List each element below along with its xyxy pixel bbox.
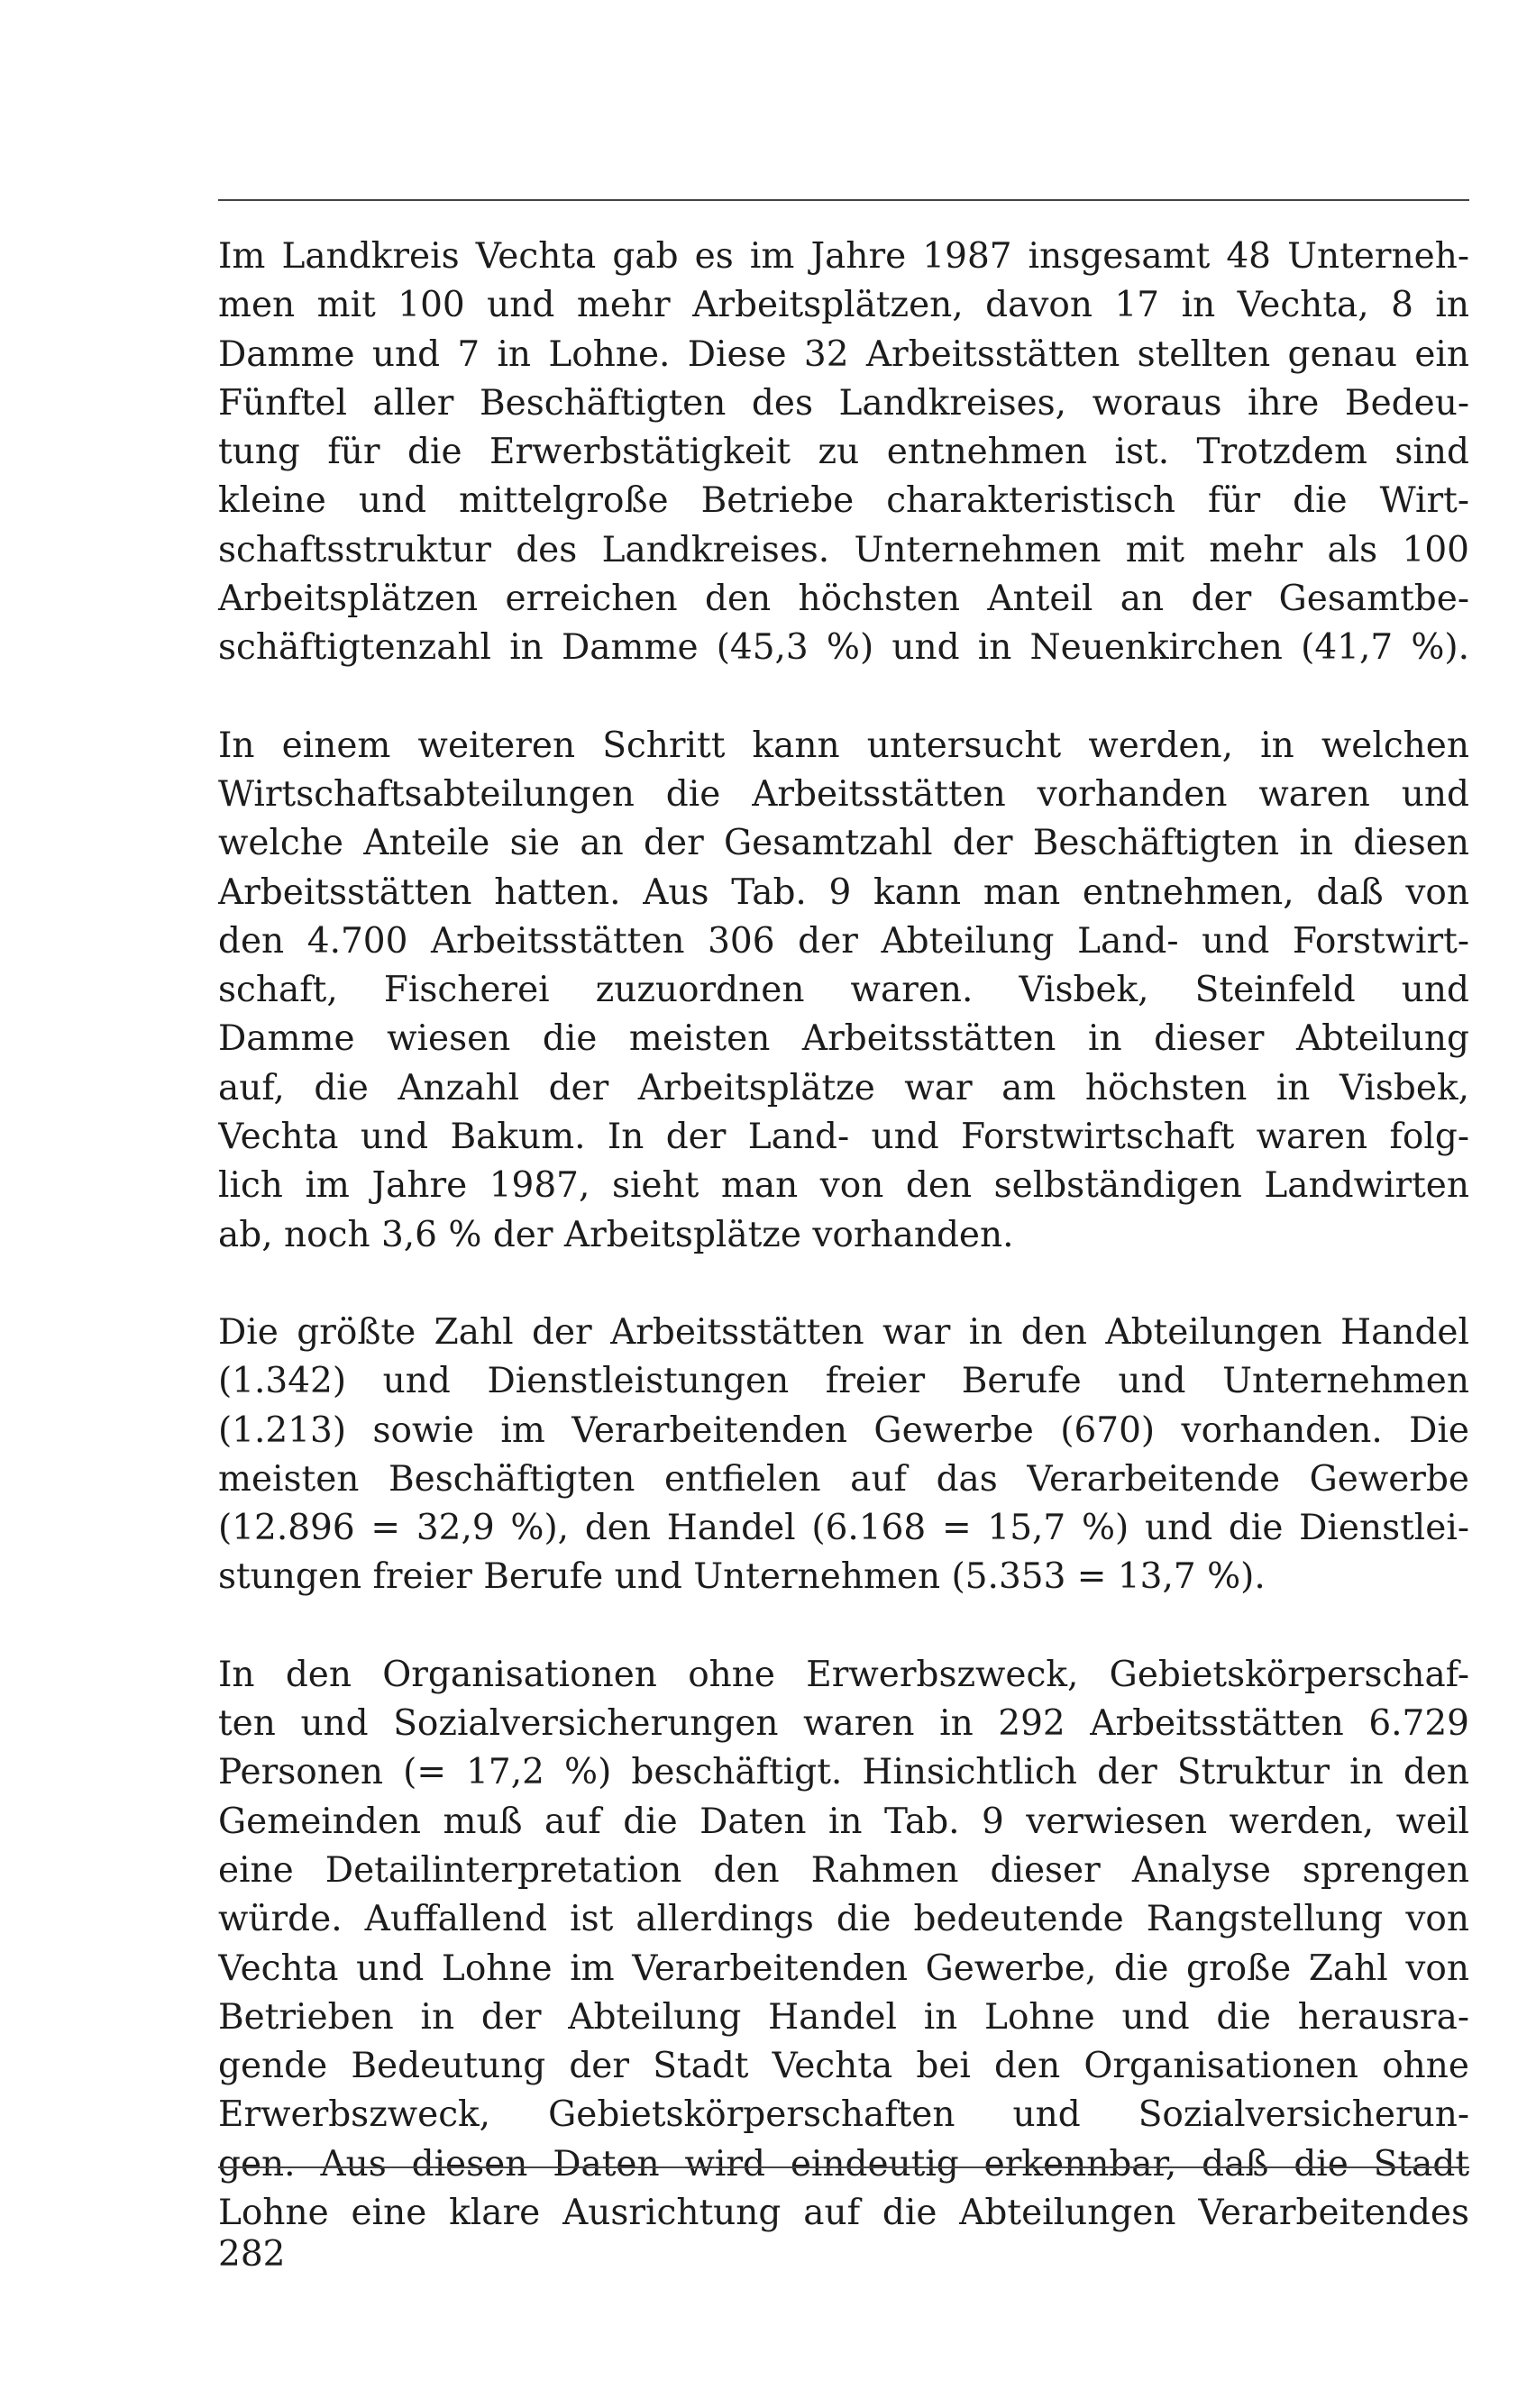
- text-line: Im Landkreis Vechta gab es im Jahre 1987 insgesamt 48 Unterneh-: [218, 236, 1469, 277]
- text-line: men mit 100 und mehr Arbeitsplätzen, davon 17 in Vechta, 8 in: [218, 285, 1469, 326]
- text-line: (12.896 = 32,9 %), den Handel (6.168 = 15,7 %) und die Dienstlei-: [218, 1508, 1469, 1549]
- text-line: Vechta und Bakum. In der Land- und Forstwirtschaft waren folg-: [218, 1117, 1469, 1158]
- text-line: ten und Sozialversicherungen waren in 292 Arbeitsstätten 6.729: [218, 1703, 1469, 1745]
- paragraph-3: [218, 1309, 1469, 1602]
- text-line: den 4.700 Arbeitsstätten 306 der Abteilung Land- und Forstwirt-: [218, 920, 1469, 962]
- text-line: Personen (= 17,2 %) beschäftigt. Hinsichtlich der Struktur in den: [218, 1752, 1469, 1793]
- text-line: stungen freier Berufe und Unternehmen (5.353 = 13,7 %).: [218, 1556, 1266, 1598]
- text-line: eine Detailinterpretation den Rahmen dieser Analyse sprengen: [218, 1849, 1469, 1891]
- page-number: 282: [218, 2234, 286, 2275]
- text-line: (1.342) und Dienstleistungen freier Berufe und Unternehmen: [218, 1361, 1469, 1402]
- text-line: In den Organisationen ohne Erwerbszweck, Gebietskörperschaf-: [218, 1654, 1469, 1695]
- text-line: Wirtschaftsabteilungen die Arbeitsstätten vorhanden waren und: [218, 773, 1469, 815]
- top-rule: [218, 199, 1469, 201]
- text-line: Arbeitsstätten hatten. Aus Tab. 9 kann man entnehmen, daß von: [218, 871, 1469, 913]
- text-line: lich im Jahre 1987, sieht man von den selbständigen Landwirten: [218, 1165, 1469, 1207]
- text-line: Fünftel aller Beschäftigten des Landkreises, woraus ihre Bedeu-: [218, 382, 1469, 424]
- text-line: gen. Aus diesen Daten wird eindeutig erkennbar, daß die Stadt: [218, 2143, 1469, 2185]
- paragraph-4: [218, 1651, 1469, 2239]
- text-line: meisten Beschäftigten entfielen auf das Verarbeitende Gewerbe: [218, 1458, 1469, 1500]
- text-line: Erwerbszweck, Gebietskörperschaften und Sozialversicherun-: [218, 2094, 1469, 2136]
- text-line: kleine und mittelgroße Betriebe charakteristisch für die Wirt-: [218, 480, 1469, 522]
- text-line: Lohne eine klare Ausrichtung auf die Abteilungen Verarbeitendes: [218, 2192, 1469, 2233]
- text-line: Betrieben in der Abteilung Handel in Lohne und die herausra-: [218, 1996, 1469, 2038]
- text-line: Vechta und Lohne im Verarbeitenden Gewerbe, die große Zahl von: [218, 1947, 1469, 1989]
- paragraph-1: [218, 233, 1469, 673]
- body-text: [218, 233, 1469, 2286]
- text-line: schäftigtenzahl in Damme (45,3 %) und in Neuenkirchen (41,7 %).: [218, 627, 1469, 669]
- text-line: In einem weiteren Schritt kann untersucht werden, in welchen: [218, 725, 1469, 766]
- text-line: Damme wiesen die meisten Arbeitsstätten in dieser Abteilung: [218, 1018, 1469, 1060]
- text-line: ab, noch 3,6 % der Arbeitsplätze vorhanden.: [218, 1214, 1014, 1255]
- text-line: (1.213) sowie im Verarbeitenden Gewerbe (670) vorhanden. Die: [218, 1409, 1469, 1451]
- text-line: Damme und 7 in Lohne. Diese 32 Arbeitsstätten stellten genau ein: [218, 333, 1469, 375]
- text-line: Arbeitsplätzen erreichen den höchsten Anteil an der Gesamtbe-: [218, 579, 1469, 620]
- text-line: auf, die Anzahl der Arbeitsplätze war am höchsten in Visbek,: [218, 1067, 1469, 1108]
- text-line: welche Anteile sie an der Gesamtzahl der Beschäftigten in diesen: [218, 823, 1469, 864]
- text-line: schaftsstruktur des Landkreises. Unternehmen mit mehr als 100: [218, 529, 1469, 570]
- text-line: Gemeinden muß auf die Daten in Tab. 9 verwiesen werden, weil: [218, 1801, 1469, 1842]
- text-line: Die größte Zahl der Arbeitsstätten war in den Abteilungen Handel: [218, 1311, 1469, 1353]
- text-line: tung für die Erwerbstätigkeit zu entnehmen ist. Trotzdem sind: [218, 432, 1469, 473]
- bottom-rule: [218, 2166, 1469, 2168]
- paragraph-2: [218, 722, 1469, 1260]
- text-line: würde. Auffallend ist allerdings die bedeutende Rangstellung von: [218, 1899, 1469, 1940]
- text-line: schaft, Fischerei zuzuordnen waren. Visbek, Steinfeld und: [218, 970, 1469, 1011]
- text-line: gende Bedeutung der Stadt Vechta bei den Organisationen ohne: [218, 2046, 1469, 2087]
